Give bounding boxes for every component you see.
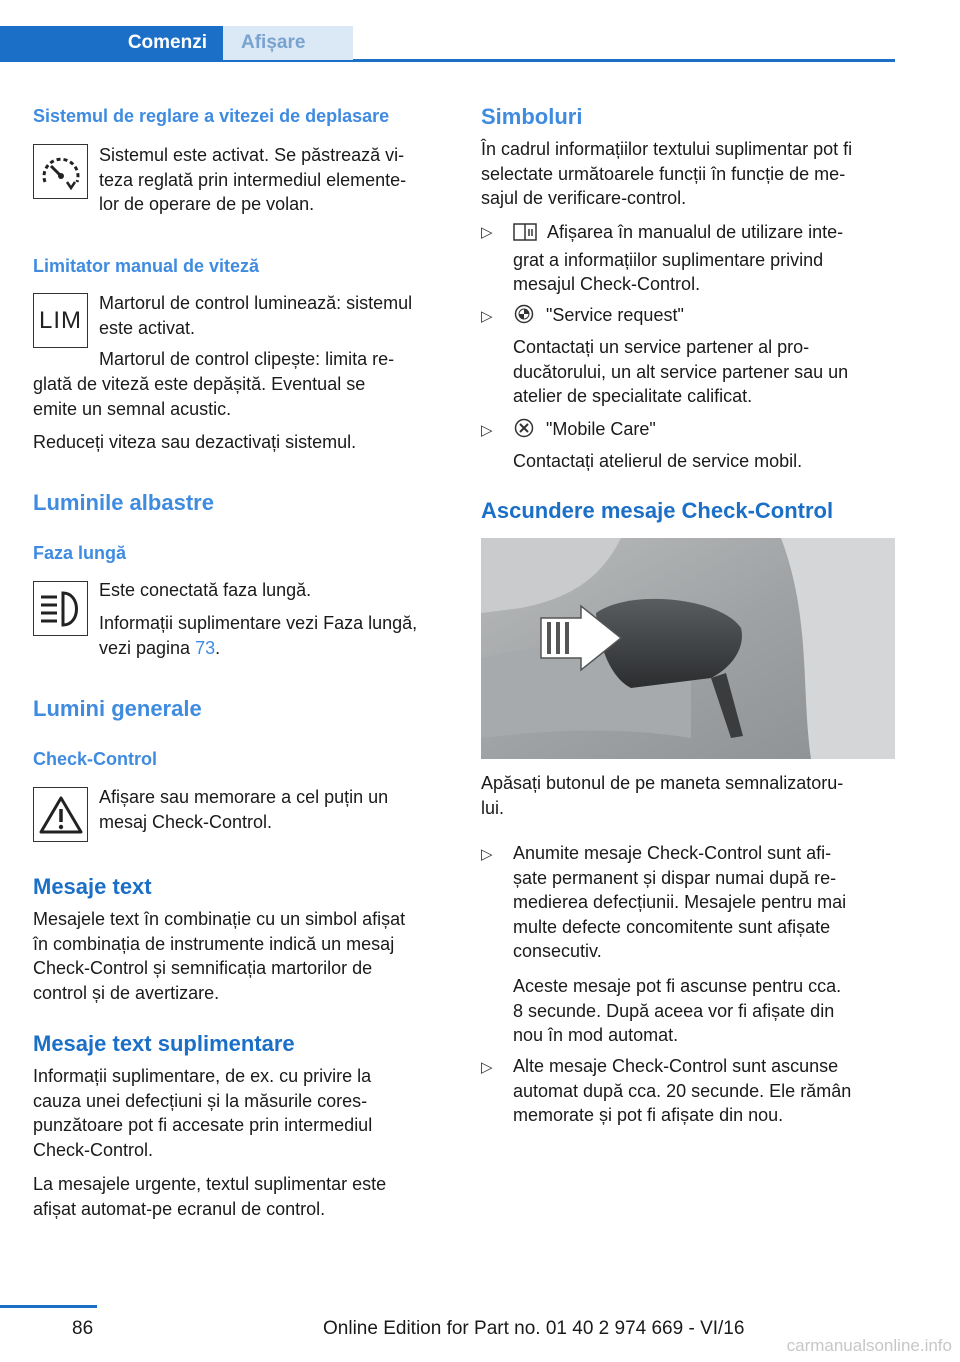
check-control-text: Afișare sau memorare a cel puțin un mesaj Check-Control. — [99, 787, 389, 832]
high-beam-icon — [33, 581, 88, 636]
bullet-marker: ▷ — [481, 422, 493, 439]
manual-book-icon — [513, 223, 537, 248]
symbols-heading: Simboluri — [481, 104, 583, 129]
hide-messages-heading: Ascundere mesaje Check-Control — [481, 498, 834, 523]
speedometer-icon — [33, 144, 88, 199]
extra-messages-body-2: La mesajele urgente, textul suplimentar este afișat automat-pe ecranul de control. — [33, 1174, 387, 1219]
bullet-marker: ▷ — [481, 308, 493, 325]
high-beam-ref: Informații suplimentare vezi Faza lungă, vezi pagina 73. — [99, 613, 418, 658]
page-link[interactable]: 73 — [195, 637, 216, 658]
tab-comenzi[interactable]: Comenzi — [0, 26, 223, 60]
symbol-item-mobile: "Mobile Care" — [513, 417, 898, 445]
edition-text: Online Edition for Part no. 01 40 2 974 669 - VI/16 — [323, 1318, 745, 1339]
limiter-text-b: Martorul de control clipește: limita re‐ — [99, 349, 395, 369]
page-number: 86 — [72, 1318, 94, 1339]
mobile-care-icon — [513, 418, 535, 445]
text-messages-body: Mesajele text în combinație cu un simbol afișat în combinația de instrumente indică un mesaj Check-Control și semnificația martorilor de control și de avertizare. — [33, 909, 406, 1003]
extra-messages-heading: Mesaje text suplimentare — [33, 1031, 295, 1056]
warning-triangle-icon — [33, 787, 88, 842]
hide-bullet-1: Anumite mesaje Check-Control sunt afi‐ șate permanent și dispar numai după re‐ medierea defecțiunii. Mesajele pentru mai multe defecte concomitente sunt afișate consecutiv. — [513, 843, 847, 961]
text-messages-heading: Mesaje text — [33, 874, 152, 899]
symbol-item-mobile-desc: Contactați atelierul de service mobil. — [513, 451, 803, 471]
lim-icon: LIM — [33, 293, 88, 348]
tab-afisare[interactable]: Afișare — [223, 26, 353, 60]
high-beam-subheading: Faza lungă — [33, 543, 127, 563]
bullet-marker: ▷ — [481, 846, 493, 863]
footer-rule — [0, 1305, 97, 1308]
turn-signal-lever-photo — [481, 538, 895, 759]
blue-lights-heading: Luminile albastre — [33, 490, 214, 515]
extra-messages-body: Informații suplimentare, de ex. cu privire la cauza unei defecțiuni și la măsurile cores‐ punzătoare pot fi accesate prin intermediul Check-Control. — [33, 1066, 373, 1160]
limiter-text-c: glată de viteză este depășită. Eventual se emite un semnal acustic. — [33, 374, 366, 419]
symbol-item-service-desc: Contactați un service partener al pro‐ ducătorului, un alt service partener sau un atelier de specialitate calificat. — [513, 337, 849, 406]
limiter-text-d: Reduceți viteza sau dezactivați sistemul. — [33, 432, 357, 452]
general-lights-heading: Lumini generale — [33, 696, 202, 721]
watermark: carmanualsonline.info — [786, 1336, 952, 1355]
hide-instruction: Apăsați butonul de pe maneta semnalizatoru‐ lui. — [481, 773, 844, 818]
symbol-item-service: "Service request" — [513, 303, 898, 331]
limiter-heading: Limitator manual de viteză — [33, 256, 260, 276]
hide-bullet-1b: Aceste mesaje pot fi ascunse pentru cca. 8 secunde. După aceea vor fi afișate din nou în mod automat. — [513, 976, 842, 1045]
cruise-text: Sistemul este activat. Se păstrează vi‐ teza reglată prin intermediul elemente‐ lor de operare de pe volan. — [99, 145, 407, 214]
hide-bullet-2: Alte mesaje Check-Control sunt ascunse automat după cca. 20 secunde. Ele rămân memorate și pot fi afișate din nou. — [513, 1056, 852, 1125]
check-control-subheading: Check-Control — [33, 749, 158, 769]
high-beam-text: Este conectată faza lungă. — [99, 580, 312, 600]
bullet-marker: ▷ — [481, 224, 493, 241]
symbols-intro: În cadrul informațiilor textului suplimentar pot fi selectate următoarele funcții în funcție de me‐ sajul de verificare-control. — [481, 139, 853, 208]
bmw-logo-icon — [513, 304, 535, 331]
bullet-marker: ▷ — [481, 1059, 493, 1076]
page-header — [0, 26, 895, 62]
symbol-item-manual: Afișarea în manualul de utilizare inte‐ grat a informațiilor suplimentare privind mesajul Check-Control. — [513, 222, 844, 294]
limiter-text-a: Martorul de control luminează: sistemul este activat. — [99, 293, 413, 338]
cruise-heading: Sistemul de reglare a vitezei de deplasare — [33, 106, 390, 126]
